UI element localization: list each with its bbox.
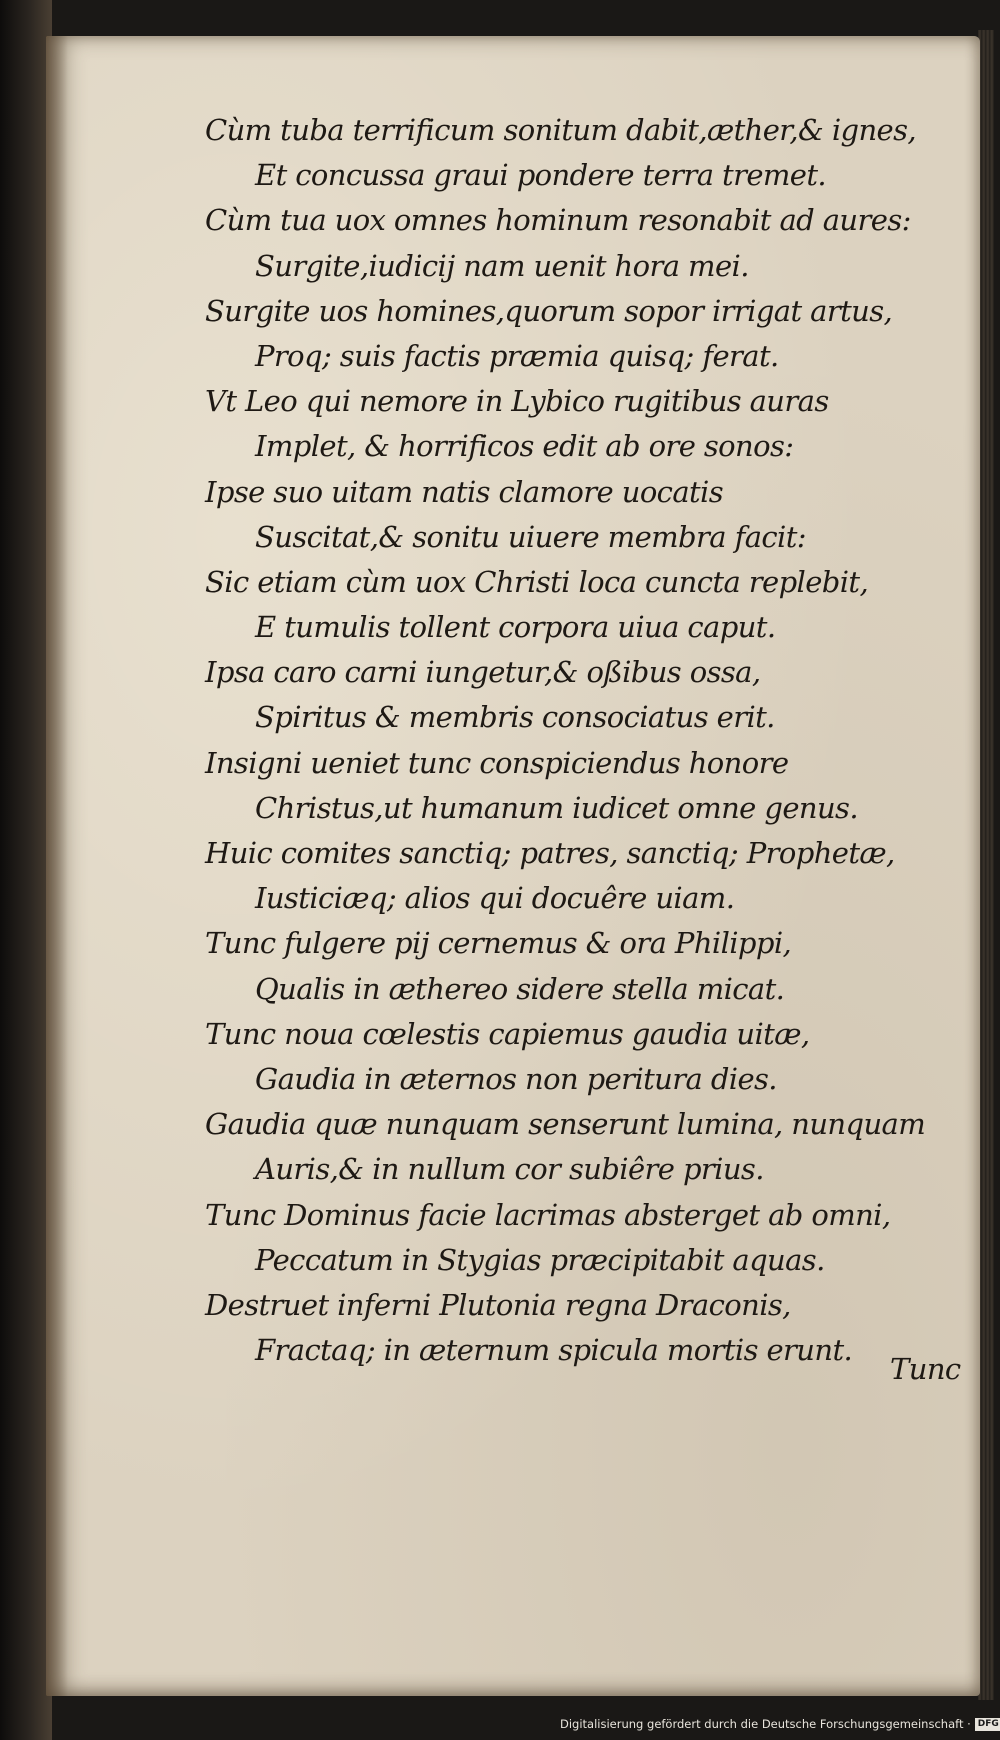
verse-line: Iusticiæq; alios qui docuêre uiam. (255, 881, 735, 916)
verse-line: Suscitat,& sonitu uiuere membra facit: (255, 519, 806, 554)
verse-line: Gaudia quæ nunquam senserunt lumina, nunquam (205, 1107, 926, 1142)
verse-block (205, 108, 965, 1373)
catchword: Tunc (890, 1352, 961, 1386)
verse-line: Ipsa caro carni iungetur,& oßibus ossa, (205, 655, 761, 690)
page-corner-mark (978, 4, 992, 26)
verse-line: Auris,& in nullum cor subiêre prius. (255, 1152, 764, 1187)
verse-line: Tunc fulgere pij cernemus & ora Philippi, (205, 926, 792, 961)
verse-line: Ipse suo uitam natis clamore uocatis (205, 474, 724, 509)
dfg-logo-badge: DFG (975, 1718, 1000, 1731)
verse-line: Destruet inferni Plutonia regna Draconis, (205, 1287, 791, 1322)
verse-line: Cùm tuba terrificum sonitum dabit,æther,& ignes, (205, 113, 917, 147)
verse-line: Qualis in æthereo sidere stella micat. (255, 971, 785, 1006)
page-gutter-shadow (46, 36, 68, 1696)
verse-line: Fractaq; in æternum spicula mortis erunt. (255, 1333, 853, 1368)
verse-line: Surgite uos homines,quorum sopor irrigat artus, (205, 293, 893, 328)
verse-line: Cùm tua uox omnes hominum resonabit ad aures: (205, 203, 911, 238)
verse-line: Vt Leo qui nemore in Lybico rugitibus auras (205, 384, 829, 419)
verse-line: Implet, & horrificos edit ab ore sonos: (255, 429, 794, 464)
verse-line: Proq; suis factis præmia quisq; ferat. (255, 338, 779, 373)
verse-line: Gaudia in æternos non peritura dies. (255, 1061, 777, 1096)
verse-line: Insigni ueniet tunc conspiciendus honore (205, 745, 789, 780)
verse-line: E tumulis tollent corpora uiua caput. (255, 610, 776, 645)
credit-text: Digitalisierung gefördert durch die Deutsche Forschungsgemeinschaft · (560, 1717, 971, 1731)
verse-line: Sic etiam cùm uox Christi loca cuncta replebit, (205, 564, 869, 599)
book-binding (0, 0, 52, 1740)
verse-line: Spiritus & membris consociatus erit. (255, 700, 775, 735)
verse-line: Tunc Dominus facie lacrimas absterget ab omni, (205, 1197, 891, 1232)
verse-line: Peccatum in Stygias præcipitabit aquas. (255, 1242, 825, 1277)
verse-line: Surgite,iudicij nam uenit hora mei. (255, 248, 749, 283)
page-stack-edge (978, 30, 994, 1700)
verse-line: Tunc noua cœlestis capiemus gaudia uitæ, (205, 1016, 810, 1051)
verse-line: Christus,ut humanum iudicet omne genus. (255, 790, 858, 825)
verse-line: Huic comites sanctiq; patres, sanctiq; Prophetæ, (205, 836, 895, 870)
digitization-credit (560, 1713, 999, 1735)
verse-line: Et concussa graui pondere terra tremet. (255, 158, 827, 193)
